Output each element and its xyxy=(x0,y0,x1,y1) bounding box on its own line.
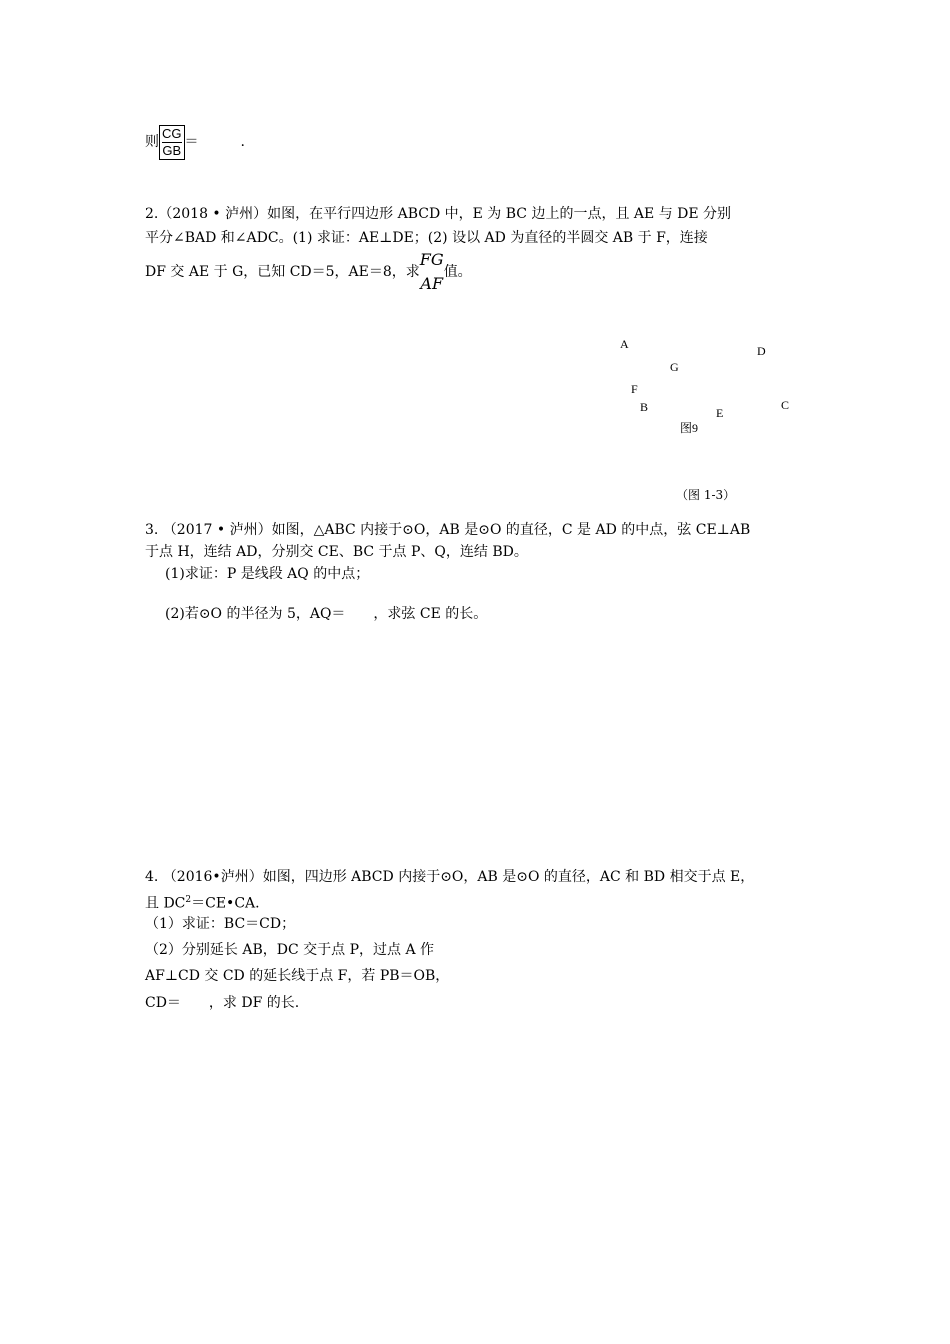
figure-label-e: E xyxy=(716,406,724,420)
problem-4-line-5: AF⊥CD 交 CD 的延长线于点 F，若 PB＝OB， xyxy=(145,968,450,984)
problem-4-line-2-post: ＝CE•CA. xyxy=(191,895,260,912)
problem-3-line-3: (1)求证：P 是线段 AQ 的中点； xyxy=(165,566,370,582)
figure-1-3-caption: （图 1-3） xyxy=(676,488,736,502)
problem-1-prefix: 则 xyxy=(145,134,159,150)
problem-2-line-3 xyxy=(145,248,472,296)
problem-2-line-2: 平分∠BAD 和∠ADC。(1) 求证：AE⊥DE；(2) 设以 AD 为直径的半圆交 AB 于 F，连接 xyxy=(145,230,708,246)
problem-4-line-1: 4. （2016•泸州）如图，四边形 ABCD 内接于⊙O，AB 是⊙O 的直径，AC 和 BD 相交于点 E， xyxy=(145,869,755,885)
figure-label-b: B xyxy=(640,400,649,414)
fraction-fg-af xyxy=(420,249,444,295)
problem-4-line-3: （1）求证：BC＝CD； xyxy=(145,916,296,932)
problem-3-line-4: (2)若⊙O 的半径为 5，AQ＝ ，求弦 CE 的长。 xyxy=(165,606,488,622)
figure-label-f: F xyxy=(631,382,638,396)
fraction-numerator: CG xyxy=(162,125,182,141)
problem-4-line-4: （2）分别延长 AB，DC 交于点 P，过点 A 作 xyxy=(145,942,435,958)
problem-4-line-2 xyxy=(145,890,260,914)
problem-3-line-1: 3. （2017 • 泸州）如图，△ABC 内接于⊙O，AB 是⊙O 的直径，C 是 AD 的中点，弦 CE⊥AB xyxy=(145,522,751,538)
problem-2-line-3-pre: DF 交 AE 于 G，已知 CD＝5，AE＝8，求 xyxy=(145,264,420,280)
problem-1-suffix: ＝ . xyxy=(184,134,245,150)
problem-2-line-3-post: 值。 xyxy=(443,264,472,280)
problem-4-line-6: CD＝ ，求 DF 的长. xyxy=(145,995,300,1011)
fraction-cg-gb xyxy=(159,125,185,160)
problem-2-line-1: 2.（2018 • 泸州）如图，在平行四边形 ABCD 中，E 为 BC 边上的一点，且 AE 与 DE 分别 xyxy=(145,206,732,222)
figure-label-a: A xyxy=(620,337,629,351)
figure-label-g: G xyxy=(670,360,679,374)
figure-9-caption: 图9 xyxy=(680,421,699,435)
problem-1-answer-line xyxy=(145,122,245,162)
figure-label-c: C xyxy=(781,398,790,412)
fraction-denominator: AF xyxy=(420,274,444,293)
problem-3-line-2: 于点 H，连结 AD，分别交 CE、BC 于点 P、Q，连结 BD。 xyxy=(145,544,528,560)
figure-label-d: D xyxy=(757,344,766,358)
superscript-2: 2 xyxy=(185,895,192,905)
fraction-numerator: FG xyxy=(419,250,444,269)
problem-4-line-2-pre: 且 DC xyxy=(145,895,186,912)
fraction-denominator: GB xyxy=(162,142,182,158)
